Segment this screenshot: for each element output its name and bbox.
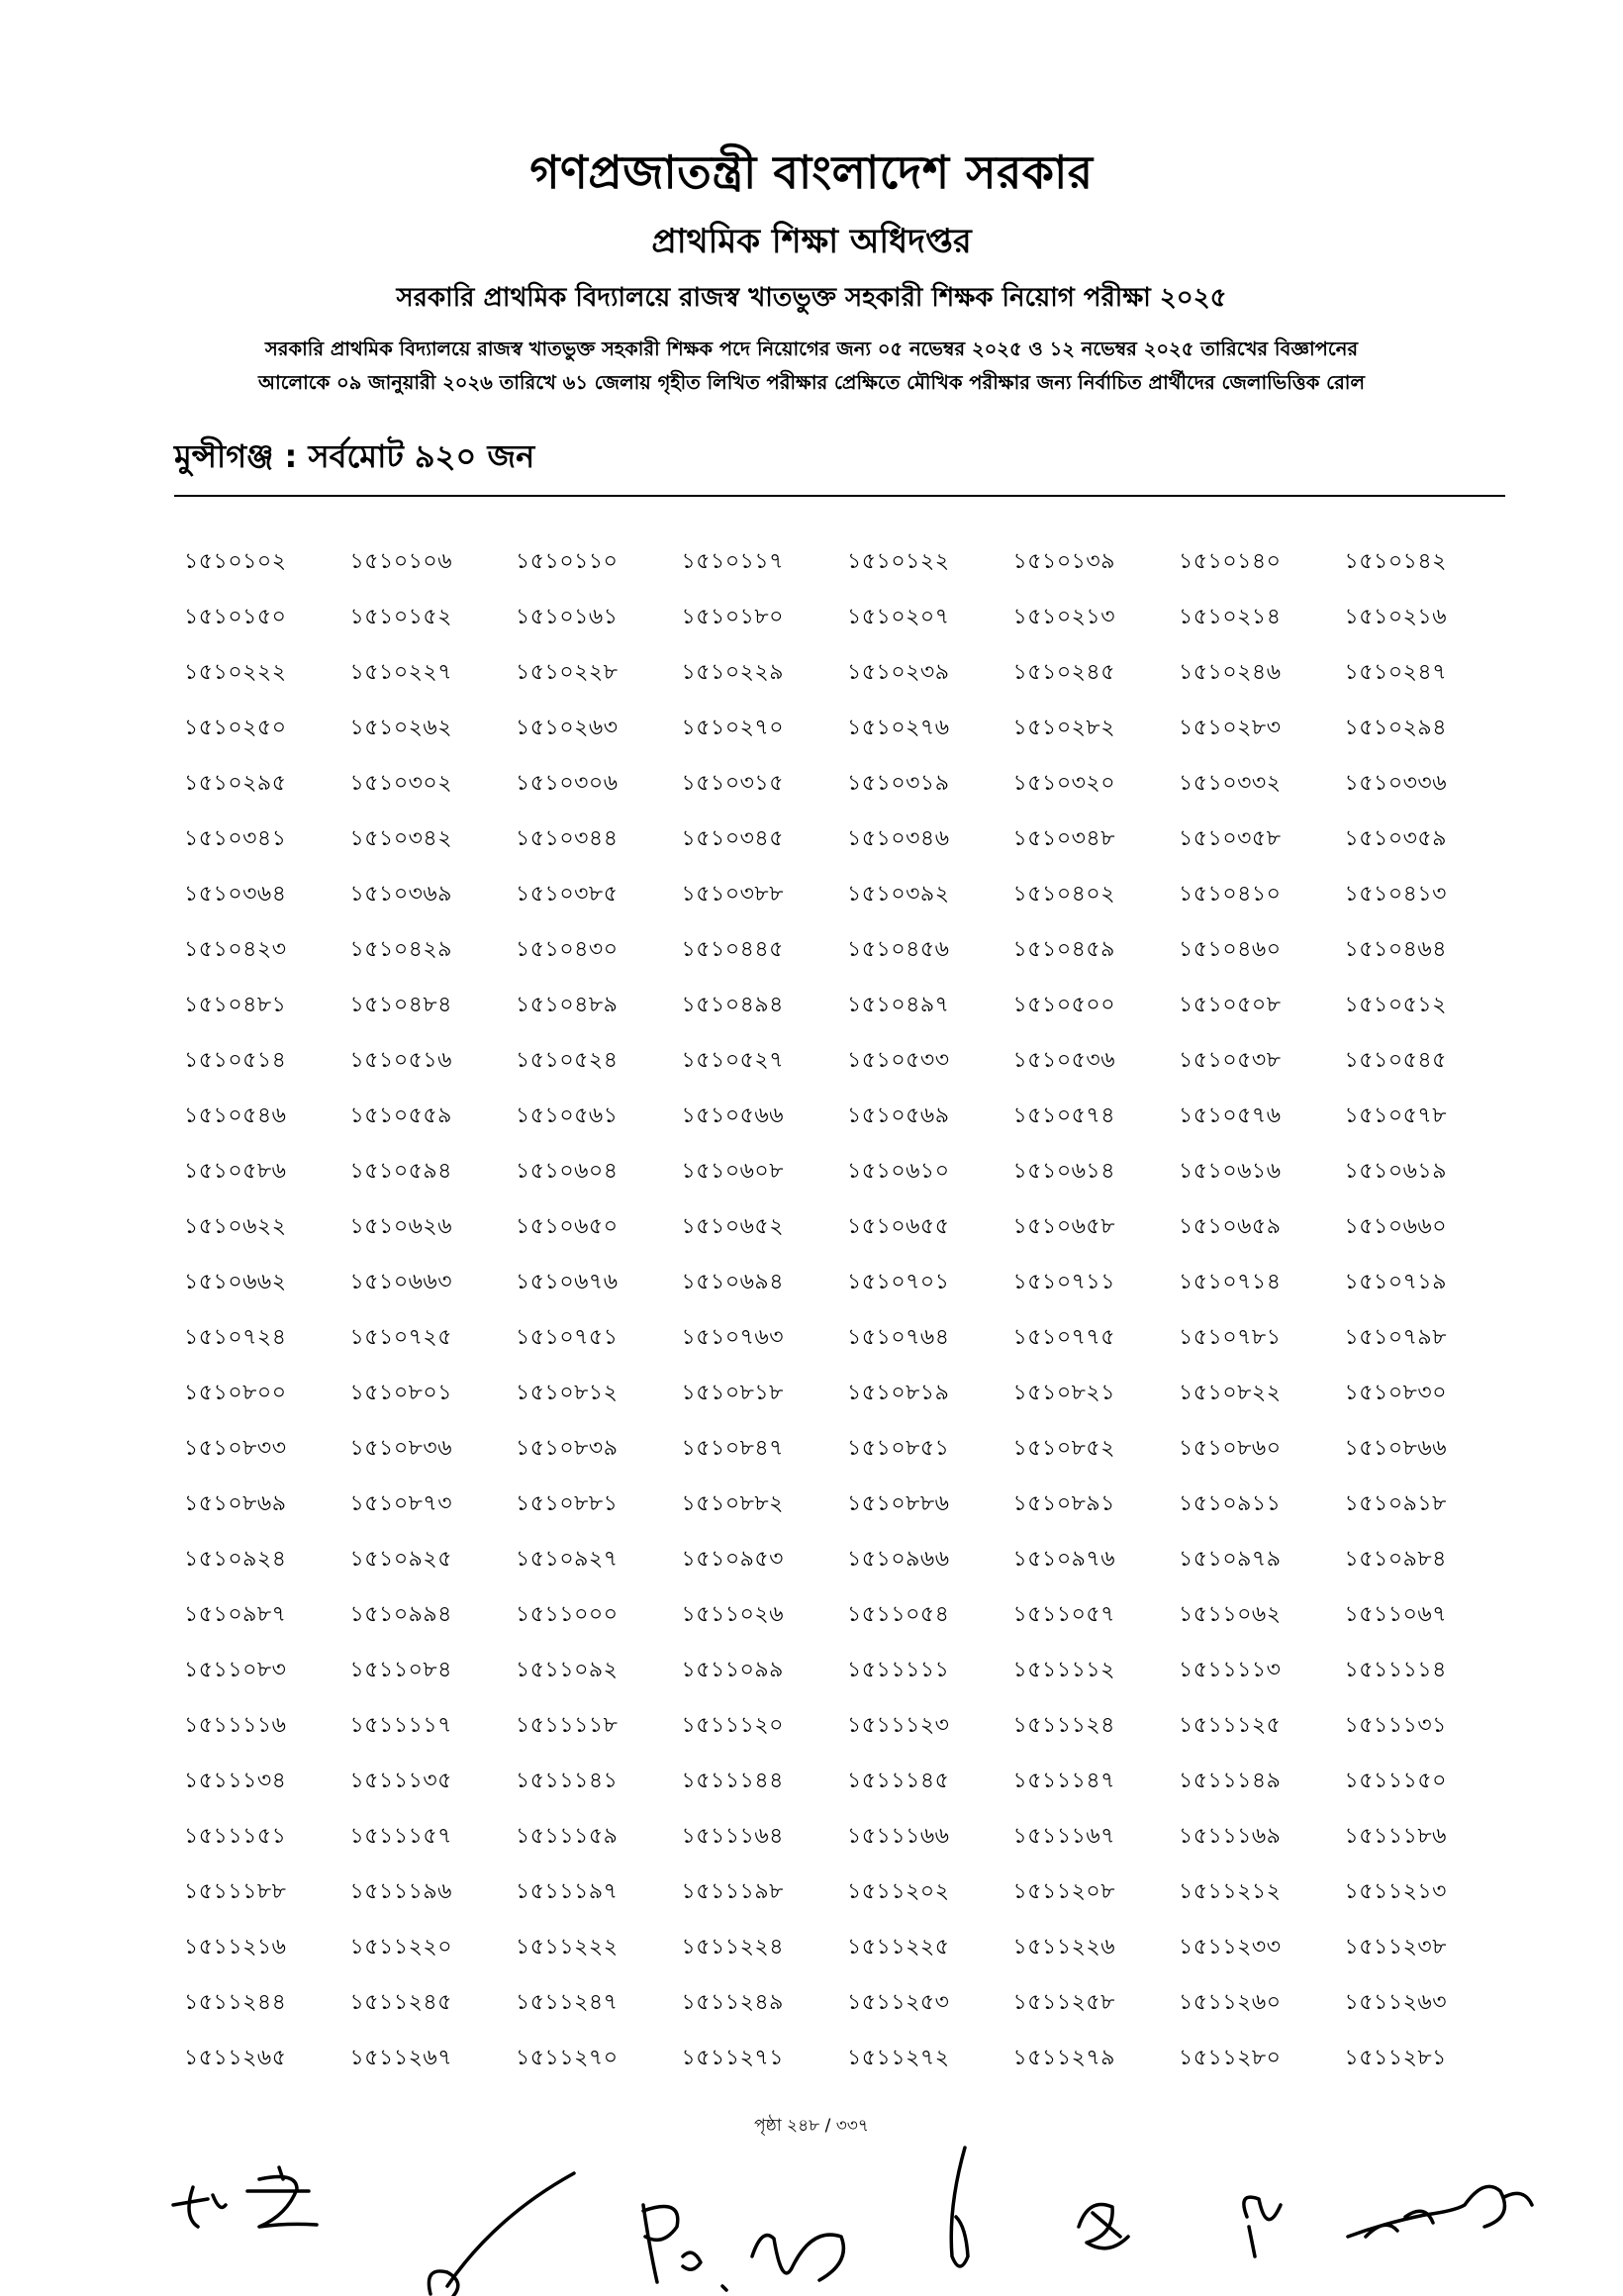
roll-number: ১৫১০৪৯৪ (681, 992, 784, 1017)
roll-number: ১৫১০৮৩০ (1344, 1380, 1448, 1405)
roll-number: ১৫১০২৬৩ (516, 715, 619, 740)
roll-number: ১৫১১০৮৪ (349, 1657, 452, 1682)
roll-number: ১৫১১১৩১ (1344, 1712, 1447, 1738)
roll-number: ১৫১০১৬১ (516, 604, 619, 629)
signature-3 (643, 2205, 843, 2290)
roll-number: ১৫১১২৮১ (1344, 2045, 1447, 2070)
table-row (184, 1199, 1510, 1255)
roll-number: ১৫১০৮৩৩ (184, 1435, 287, 1461)
roll-number: ১৫১০৮১৯ (847, 1380, 950, 1405)
roll-number: ১৫১০৯৭৬ (1012, 1546, 1116, 1572)
table-row (184, 1587, 1510, 1643)
roll-number: ১৫১০৫৩৮ (1179, 1047, 1282, 1073)
roll-number: ১৫১১১৮৬ (1344, 1823, 1447, 1849)
roll-number: ১৫১১১৯৮ (681, 1878, 784, 1904)
roll-number: ১৫১১১৩৫ (349, 1768, 452, 1793)
heading-divider (174, 495, 1505, 497)
roll-number: ১৫১১১১৩ (1179, 1657, 1282, 1682)
signature-2 (429, 2173, 574, 2296)
roll-number: ১৫১০৭৭৫ (1012, 1324, 1116, 1350)
roll-number: ১৫১০৪৩০ (516, 936, 619, 962)
roll-number: ১৫১০৪২৯ (349, 936, 452, 962)
roll-number: ১৫১১০৬৭ (1344, 1601, 1448, 1627)
roll-number: ১৫১১২৭১ (681, 2045, 784, 2070)
table-row (184, 645, 1510, 701)
roll-number: ১৫১১১৫০ (1344, 1768, 1447, 1793)
roll-number: ১৫১০১০৬ (349, 548, 453, 574)
roll-number: ১৫১০৪০২ (1012, 881, 1116, 907)
roll-number: ১৫১০৫৬১ (516, 1102, 619, 1128)
table-row (184, 534, 1510, 590)
roll-number: ১৫১০৩৪১ (184, 825, 287, 851)
roll-number: ১৫১১২৪৭ (516, 1989, 619, 2015)
roll-number: ১৫১১২৩৩ (1179, 1934, 1282, 1960)
roll-number: ১৫১০১৫২ (349, 604, 452, 629)
table-row (184, 1809, 1510, 1865)
roll-number: ১৫১০৩৫৮ (1179, 825, 1282, 851)
roll-number: ১৫১০৩৬৪ (184, 881, 287, 907)
roll-number: ১৫১১২২৪ (681, 1934, 784, 1960)
roll-number: ১৫১০৩৬৯ (349, 881, 453, 907)
roll-number: ১৫১০৭২৪ (184, 1324, 287, 1350)
roll-number: ১৫১০৯২৭ (516, 1546, 619, 1572)
roll-number: ১৫১০৮৯১ (1012, 1490, 1115, 1516)
table-row (184, 1754, 1510, 1809)
roll-number: ১৫১০৬৭৬ (516, 1269, 619, 1294)
roll-number: ১৫১১০২৬ (681, 1601, 785, 1627)
roll-number: ১৫১১১৬৯ (1179, 1823, 1282, 1849)
roll-number: ১৫১০৮৫২ (1012, 1435, 1115, 1461)
roll-number: ১৫১১১৬৬ (847, 1823, 950, 1849)
roll-number: ১৫১১১১৬ (184, 1712, 287, 1738)
roll-number: ১৫১০৩৪৮ (1012, 825, 1115, 851)
roll-number: ১৫১০৫৭৪ (1012, 1102, 1115, 1128)
table-row (184, 1865, 1510, 1920)
roll-number: ১৫১০২২৯ (681, 659, 785, 685)
roll-number: ১৫১১০৫৪ (847, 1601, 950, 1627)
roll-number: ১৫১০৫০৮ (1179, 992, 1282, 1017)
roll-number: ১৫১১১৪১ (516, 1768, 619, 1793)
department-title: প্রাথমিক শিক্ষা অধিদপ্তর (651, 222, 972, 261)
roll-number: ১৫১০৫২৭ (681, 1047, 785, 1073)
roll-number: ১৫১১২৪৯ (681, 1989, 784, 2015)
roll-number: ১৫১১২৩৮ (1344, 1934, 1447, 1960)
roll-number: ১৫১০৭০১ (847, 1269, 950, 1294)
roll-number: ১৫১০৪১০ (1179, 881, 1282, 907)
roll-number: ১৫১০৪৫৬ (847, 936, 950, 962)
roll-number: ১৫১০৫৮৬ (184, 1158, 287, 1184)
roll-number: ১৫১০৬০৪ (516, 1158, 619, 1184)
roll-number: ১৫১০১৮০ (681, 604, 784, 629)
roll-number: ১৫১০১১০ (516, 548, 619, 574)
roll-number: ১৫১০২৪৭ (1344, 659, 1448, 685)
roll-number: ১৫১০৮৬৯ (184, 1490, 287, 1516)
table-row (184, 756, 1510, 812)
roll-number: ১৫১১২৬০ (1179, 1989, 1282, 2015)
roll-number: ১৫১১২৪৫ (349, 1989, 452, 2015)
roll-number: ১৫১১২৫৮ (1012, 1989, 1115, 2015)
notice-description (148, 333, 1475, 400)
roll-number: ১৫১১০৯২ (516, 1657, 619, 1682)
signature-6 (1244, 2197, 1281, 2256)
roll-number: ১৫১০৩১৫ (681, 770, 784, 796)
table-row (184, 867, 1510, 922)
roll-number: ১৫১০১৪২ (1344, 548, 1447, 574)
roll-number: ১৫১১১৯৬ (349, 1878, 452, 1904)
roll-number: ১৫১০৪৮৪ (349, 992, 452, 1017)
roll-number: ১৫১১১৪৪ (681, 1768, 784, 1793)
table-row (184, 1975, 1510, 2031)
roll-number: ১৫১০৩৯২ (847, 881, 950, 907)
roll-number: ১৫১১১৫৭ (349, 1823, 452, 1849)
roll-number: ১৫১০৯৭৯ (1179, 1546, 1282, 1572)
roll-number: ১৫১১১১৪ (1344, 1657, 1447, 1682)
roll-number: ১৫১০২১৪ (1179, 604, 1282, 629)
roll-number: ১৫১০৬১০ (847, 1158, 950, 1184)
roll-number: ১৫১০৩৪৬ (847, 825, 950, 851)
roll-number: ১৫১০৬৫৯ (1179, 1213, 1282, 1239)
roll-number: ১৫১১১৪৭ (1012, 1768, 1115, 1793)
roll-number: ১৫১১১৫৯ (516, 1823, 619, 1849)
table-row (184, 2031, 1510, 2086)
government-title: গণপ্রজাতন্ত্রী বাংলাদেশ সরকার (529, 145, 1094, 199)
roll-number: ১৫১১০৮৩ (184, 1657, 287, 1682)
table-row (184, 922, 1510, 978)
roll-number: ১৫১০২০৭ (847, 604, 950, 629)
roll-number: ১৫১১২৭৯ (1012, 2045, 1115, 2070)
roll-number: ১৫১০৫৬৯ (847, 1102, 950, 1128)
roll-number: ১৫১০৪৮১ (184, 992, 287, 1017)
roll-number: ১৫১০১৩৯ (1012, 548, 1115, 574)
roll-number: ১৫১০৮৮৬ (847, 1490, 950, 1516)
roll-number: ১৫১০৯৬৬ (847, 1546, 950, 1572)
roll-number: ১৫১১১৫১ (184, 1823, 287, 1849)
roll-number: ১৫১০৬৬২ (184, 1269, 287, 1294)
roll-number-table (184, 534, 1510, 2086)
roll-number: ১৫১১২২৬ (1012, 1934, 1116, 1960)
table-row (184, 1033, 1510, 1089)
roll-number: ১৫১০৫৩৩ (847, 1047, 950, 1073)
roll-number: ১৫১০৭২৫ (349, 1324, 453, 1350)
roll-number: ১৫১০২৯৪ (1344, 715, 1447, 740)
table-row (184, 812, 1510, 867)
table-row (184, 701, 1510, 756)
roll-number: ১৫১১১১৭ (349, 1712, 452, 1738)
roll-number: ১৫১০৬১৯ (1344, 1158, 1447, 1184)
roll-number: ১৫১০৫৯৪ (349, 1158, 452, 1184)
roll-number: ১৫১০৬৫৫ (847, 1213, 950, 1239)
roll-number: ১৫১০২১৩ (1012, 604, 1116, 629)
roll-number: ১৫১০৮০১ (349, 1380, 452, 1405)
roll-number: ১৫১০৮৩৬ (349, 1435, 453, 1461)
roll-number: ১৫১১১১২ (1012, 1657, 1115, 1682)
roll-number: ১৫১১২১২ (1179, 1878, 1282, 1904)
roll-number: ১৫১১১১৮ (516, 1712, 619, 1738)
roll-number: ১৫১১০৯৯ (681, 1657, 784, 1682)
table-row (184, 1089, 1510, 1144)
roll-number: ১৫১০৬১৬ (1179, 1158, 1282, 1184)
roll-number: ১৫১১১৬৭ (1012, 1823, 1115, 1849)
district-heading: মুন্সীগঞ্জ : সর্বমোট ৯২০ জন (174, 437, 535, 475)
signature-7 (1348, 2186, 1532, 2237)
signatures (0, 2088, 1623, 2296)
roll-number: ১৫১০১০২ (184, 548, 287, 574)
roll-number: ১৫১০৮১২ (516, 1380, 619, 1405)
roll-number: ১৫১০৪৫৯ (1012, 936, 1115, 962)
roll-number: ১৫১০৭১৪ (1179, 1269, 1282, 1294)
roll-number: ১৫১০৯২৫ (349, 1546, 452, 1572)
roll-number: ১৫১০৩৮৮ (681, 881, 784, 907)
roll-number: ১৫১০৭৬৪ (847, 1324, 950, 1350)
table-row (184, 1421, 1510, 1477)
roll-number: ১৫১০২১৬ (1344, 604, 1448, 629)
roll-number: ১৫১০৭৬৩ (681, 1324, 785, 1350)
signature-1 (173, 2167, 317, 2227)
roll-number: ১৫১১২৫৩ (847, 1989, 950, 2015)
roll-number: ১৫১০৯১৮ (1344, 1490, 1447, 1516)
roll-number: ১৫১১১৩৪ (184, 1768, 287, 1793)
roll-number: ১৫১০৫০০ (1012, 992, 1116, 1017)
roll-number: ১৫১০৬৬০ (1344, 1213, 1448, 1239)
roll-number: ১৫১০৯১১ (1179, 1490, 1282, 1516)
roll-number: ১৫১০৫১৬ (349, 1047, 452, 1073)
roll-number: ১৫১১০০০ (516, 1601, 619, 1627)
roll-number: ১৫১০৯৯৪ (349, 1601, 452, 1627)
roll-number: ১৫১০২৪৬ (1179, 659, 1282, 685)
exam-title: সরকারি প্রাথমিক বিদ্যালয়ে রাজস্ব খাতভুক্ত সহকারী শিক্ষক নিয়োগ পরীক্ষা ২০২৫ (396, 283, 1227, 313)
roll-number: ১৫১১২৭০ (516, 2045, 619, 2070)
roll-number: ১৫১০৪৬৪ (1344, 936, 1447, 962)
roll-number: ১৫১০৫৭৬ (1179, 1102, 1282, 1128)
roll-number: ১৫১০৭৫১ (516, 1324, 619, 1350)
roll-number: ১৫১০৬২২ (184, 1213, 287, 1239)
roll-number: ১৫১০৮৮১ (516, 1490, 619, 1516)
roll-number: ১৫১০৮৬৬ (1344, 1435, 1448, 1461)
roll-number: ১৫১১২১৩ (1344, 1878, 1447, 1904)
roll-number: ১৫১০৬০৮ (681, 1158, 785, 1184)
roll-number: ১৫১১২৬৫ (184, 2045, 287, 2070)
roll-number: ১৫১০৪৮৯ (516, 992, 619, 1017)
roll-number: ১৫১০৬৫০ (516, 1213, 619, 1239)
table-row (184, 1643, 1510, 1698)
table-row (184, 1920, 1510, 1975)
roll-number: ১৫১০৬৫৮ (1012, 1213, 1115, 1239)
roll-number: ১৫১১১২৫ (1179, 1712, 1282, 1738)
roll-number: ১৫১১১২৩ (847, 1712, 950, 1738)
table-row (184, 1255, 1510, 1310)
roll-number: ১৫১০৮২২ (1179, 1380, 1282, 1405)
roll-number: ১৫১০২৫০ (184, 715, 287, 740)
roll-number: ১৫১১২১৬ (184, 1934, 287, 1960)
table-row (184, 1366, 1510, 1421)
roll-number: ১৫১০৭১৯ (1344, 1269, 1447, 1294)
roll-number: ১৫১০৩২০ (1012, 770, 1116, 796)
roll-number: ১৫১১২০২ (847, 1878, 950, 1904)
roll-number: ১৫১০৪৬০ (1179, 936, 1282, 962)
roll-number: ১৫১০৮৭৩ (349, 1490, 453, 1516)
page-number: পৃষ্ঠা ২৪৮ / ৩৩৭ (754, 2116, 869, 2136)
roll-number: ১৫১১২২৫ (847, 1934, 950, 1960)
roll-number: ১৫১১১৪৫ (847, 1768, 950, 1793)
roll-number: ১৫১০৫৪৬ (184, 1102, 287, 1128)
table-row (184, 978, 1510, 1033)
roll-number: ১৫১০৫৭৮ (1344, 1102, 1447, 1128)
roll-number: ১৫১১১৪৯ (1179, 1768, 1282, 1793)
roll-number: ১৫১০২৪৫ (1012, 659, 1115, 685)
roll-number: ১৫১১২৮০ (1179, 2045, 1282, 2070)
roll-number: ১৫১০৯২৪ (184, 1546, 287, 1572)
roll-number: ১৫১০৬৫২ (681, 1213, 785, 1239)
roll-number: ১৫১১১৯৭ (516, 1878, 619, 1904)
roll-number: ১৫১০৩৩২ (1179, 770, 1282, 796)
roll-number: ১৫১০১১৭ (681, 548, 784, 574)
roll-number: ১৫১০৫২৪ (516, 1047, 619, 1073)
roll-number: ১৫১১০৬২ (1179, 1601, 1282, 1627)
roll-number: ১৫১০২৭৬ (847, 715, 950, 740)
roll-number: ১৫১০২৯৫ (184, 770, 287, 796)
roll-number: ১৫১১২২২ (516, 1934, 619, 1960)
roll-number: ১৫১০৩১৯ (847, 770, 950, 796)
roll-number: ১৫১০২২২ (184, 659, 287, 685)
roll-number: ১৫১০৬২৬ (349, 1213, 453, 1239)
roll-number: ১৫১০২২৮ (516, 659, 619, 685)
roll-number: ১৫১০৩৮৫ (516, 881, 619, 907)
roll-number: ১৫১১১২০ (681, 1712, 784, 1738)
roll-number: ১৫১১২৬৩ (1344, 1989, 1448, 2015)
roll-number: ১৫১০৮৫১ (847, 1435, 950, 1461)
roll-number: ১৫১০২৩৯ (847, 659, 950, 685)
roll-number: ১৫১০৮২১ (1012, 1380, 1115, 1405)
roll-number: ১৫১১১৬৪ (681, 1823, 784, 1849)
table-row (184, 1477, 1510, 1532)
roll-number: ১৫১০৮০০ (184, 1380, 287, 1405)
roll-number: ১৫১০১৪০ (1179, 548, 1282, 574)
roll-number: ১৫১০৮৩৯ (516, 1435, 619, 1461)
table-row (184, 1532, 1510, 1587)
roll-number: ১৫১০৩৪৪ (516, 825, 619, 851)
roll-number: ১৫১০৭৮১ (1179, 1324, 1282, 1350)
roll-number: ১৫১০২৮২ (1012, 715, 1116, 740)
roll-number: ১৫১০৪৪৫ (681, 936, 784, 962)
roll-number: ১৫১০৬৯৪ (681, 1269, 784, 1294)
roll-number: ১৫১১০৫৭ (1012, 1601, 1115, 1627)
roll-number: ১৫১১২৬৭ (349, 2045, 453, 2070)
roll-number: ১৫১১২৭২ (847, 2045, 950, 2070)
description-line-2: আলোকে ০৯ জানুয়ারী ২০২৬ তারিখে ৬১ জেলায় গৃহীত লিখিত পরীক্ষার প্রেক্ষিতে মৌখিক পরীক্ষার জন্য নির্বাচিত প্রার্থীদের জেলাভিত্তিক রোল (257, 371, 1365, 394)
roll-number: ১৫১০১২২ (847, 548, 950, 574)
roll-number: ১৫১০৫৬৬ (681, 1102, 785, 1128)
table-row (184, 590, 1510, 645)
roll-number: ১৫১০৯৮৭ (184, 1601, 287, 1627)
roll-number: ১৫১০৩৪৫ (681, 825, 784, 851)
roll-number: ১৫১০৮৮২ (681, 1490, 784, 1516)
roll-number: ১৫১০১৫০ (184, 604, 287, 629)
table-row (184, 1698, 1510, 1754)
roll-number: ১৫১০৫৪৫ (1344, 1047, 1447, 1073)
roll-number: ১৫১১১২৪ (1012, 1712, 1115, 1738)
roll-number: ১৫১০৭১১ (1012, 1269, 1115, 1294)
roll-number: ১৫১০২৭০ (681, 715, 785, 740)
roll-number: ১৫১০৯৮৪ (1344, 1546, 1447, 1572)
roll-number: ১৫১০৩৩৬ (1344, 770, 1448, 796)
roll-number: ১৫১১২০৮ (1012, 1878, 1115, 1904)
roll-number: ১৫১০৯৫৩ (681, 1546, 784, 1572)
roll-number: ১৫১০৪২৩ (184, 936, 287, 962)
roll-number: ১৫১১১৮৮ (184, 1878, 287, 1904)
roll-number: ১৫১০৫১৪ (184, 1047, 287, 1073)
roll-number: ১৫১০৬১৪ (1012, 1158, 1115, 1184)
roll-number: ১৫১১১১১ (847, 1657, 950, 1682)
roll-number: ১৫১০৪৯৭ (847, 992, 950, 1017)
roll-number: ১৫১০৫১২ (1344, 992, 1447, 1017)
table-row (184, 1144, 1510, 1199)
roll-number: ১৫১১২৪৪ (184, 1989, 287, 2015)
description-line-1: সরকারি প্রাথমিক বিদ্যালয়ে রাজস্ব খাতভুক্ত সহকারী শিক্ষক পদে নিয়োগের জন্য ০৫ নভেম্বর ২০২৫ ও ১২ নভেম্বর ২০২৫ তারিখের বিজ্ঞাপনের (264, 337, 1359, 360)
roll-number: ১৫১১২২০ (349, 1934, 453, 1960)
roll-number: ১৫১০২৮৩ (1179, 715, 1282, 740)
roll-number: ১৫১০৩০২ (349, 770, 453, 796)
roll-number: ১৫১০২৬২ (349, 715, 453, 740)
roll-number: ১৫১০৮৬০ (1179, 1435, 1282, 1461)
roll-number: ১৫১০৩৪২ (349, 825, 453, 851)
roll-number: ১৫১০৫৩৬ (1012, 1047, 1116, 1073)
roll-number: ১৫১০৩৫৯ (1344, 825, 1447, 851)
signature-5 (1079, 2205, 1128, 2248)
roll-number: ১৫১০৮৪৭ (681, 1435, 784, 1461)
table-row (184, 1310, 1510, 1366)
roll-number: ১৫১০৭৯৮ (1344, 1324, 1447, 1350)
roll-number: ১৫১০৪১৩ (1344, 881, 1447, 907)
signature-4 (951, 2148, 968, 2266)
roll-number: ১৫১০৮১৮ (681, 1380, 784, 1405)
roll-number: ১৫১০২২৭ (349, 659, 453, 685)
roll-number: ১৫১০৩০৬ (516, 770, 619, 796)
roll-number: ১৫১০৬৬৩ (349, 1269, 453, 1294)
roll-number: ১৫১০৫৫৯ (349, 1102, 452, 1128)
